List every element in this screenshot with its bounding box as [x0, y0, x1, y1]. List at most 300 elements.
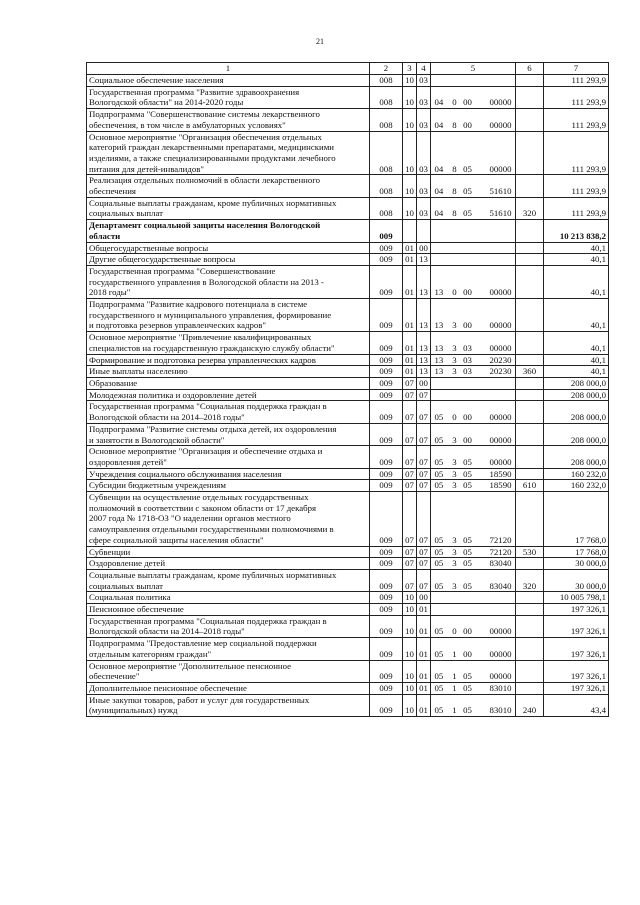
row-name [87, 604, 370, 616]
target-code-part: 05 [463, 546, 472, 557]
table-row [87, 354, 609, 366]
target-code-part: 83010 [489, 682, 512, 693]
ministry-code: 008 [370, 75, 403, 87]
target-code-part: 3 [452, 558, 457, 569]
ministry-code: 009 [370, 638, 403, 660]
amount-value: 17 768,0 [544, 492, 609, 547]
amount-value: 10 213 838,2 [544, 220, 609, 242]
row-name-line: Государственная программа "Совершенствование [89, 265, 276, 276]
expense-type-code: 320 [516, 197, 544, 219]
row-name-line: Подпрограмма "Совершенствование системы лекарственного [89, 109, 320, 120]
section-code: 10 [403, 175, 417, 197]
subsection-code: 03 [417, 86, 431, 108]
section-code: 07 [403, 377, 417, 389]
target-code-part: 00 [463, 287, 472, 298]
section-code: 01 [403, 265, 417, 298]
target-code-part: 0 [452, 626, 457, 637]
row-name [87, 242, 370, 254]
row-name-line: полномочий в соответствии с законом области от 17 декабря [89, 502, 317, 513]
ministry-code: 009 [370, 604, 403, 616]
section-code: 10 [403, 197, 417, 219]
subsection-code: 03 [417, 109, 431, 131]
ministry-code: 008 [370, 86, 403, 108]
target-article-code [431, 694, 516, 716]
ministry-code: 008 [370, 197, 403, 219]
amount-value: 197 326,1 [544, 615, 609, 637]
ministry-code: 009 [370, 377, 403, 389]
row-name-line: (муниципальных) нужд [89, 705, 178, 716]
table-row [87, 638, 609, 660]
ministry-code: 009 [370, 423, 403, 445]
ministry-code: 009 [370, 694, 403, 716]
row-name-line: 2007 года № 1718-ОЗ "О наделении органов местного [89, 513, 291, 524]
ministry-code: 009 [370, 558, 403, 570]
header-col-1: 1 [87, 63, 370, 75]
target-code-part: 00000 [489, 320, 512, 331]
row-name-line: Подпрограмма "Предоставление мер социальной поддержки [89, 638, 317, 649]
section-code: 07 [403, 480, 417, 492]
row-name-line: Департамент социальной защиты населения Вологодской [89, 220, 321, 231]
table-row [87, 131, 609, 175]
target-article-code [431, 546, 516, 558]
ministry-code: 009 [370, 354, 403, 366]
row-name-line: Субвенции на осуществление отдельных государственных [89, 492, 309, 503]
target-code-part: 05 [463, 208, 472, 219]
subsection-code: 07 [417, 480, 431, 492]
row-name [87, 389, 370, 401]
ministry-code: 009 [370, 401, 403, 423]
amount-value: 111 293,9 [544, 75, 609, 87]
table-row [87, 332, 609, 354]
amount-value: 111 293,9 [544, 131, 609, 175]
expense-type-code [516, 638, 544, 660]
row-name-line: и подготовка резервов управленческих кадров" [89, 320, 267, 331]
section-code: 01 [403, 242, 417, 254]
target-article-code [431, 423, 516, 445]
ministry-code: 009 [370, 592, 403, 604]
subsection-code: 01 [417, 638, 431, 660]
ministry-code: 009 [370, 220, 403, 242]
table-row [87, 660, 609, 682]
target-code-part: 05 [463, 558, 472, 569]
target-article-code [431, 220, 516, 242]
row-name-line: изделиями, а также специализированными продуктами лечебного [89, 152, 336, 163]
subsection-code: 03 [417, 197, 431, 219]
expense-type-code [516, 389, 544, 401]
row-name [87, 109, 370, 131]
ministry-code: 008 [370, 175, 403, 197]
target-code-part: 13 [434, 366, 444, 377]
target-article-code [431, 197, 516, 219]
amount-value: 208 000,0 [544, 377, 609, 389]
row-name-line: Иные выплаты населению [89, 366, 188, 377]
amount-value: 30 000,0 [544, 558, 609, 570]
target-article-code [431, 377, 516, 389]
subsection-code [417, 220, 431, 242]
row-name-line: Вологодской области на 2014–2018 годы" [89, 412, 245, 423]
target-code-part: 18590 [489, 480, 512, 491]
table-row [87, 366, 609, 378]
target-article-code [431, 468, 516, 480]
expense-type-code [516, 332, 544, 354]
row-name-line: обеспечение" [89, 671, 140, 682]
target-article-code [431, 242, 516, 254]
section-code: 07 [403, 423, 417, 445]
row-name [87, 299, 370, 332]
subsection-code: 07 [417, 401, 431, 423]
row-name-line: Иные закупки товаров, работ и услуг для государственных [89, 694, 310, 705]
section-code: 07 [403, 492, 417, 547]
target-code-part: 8 [452, 163, 457, 174]
target-code-part: 05 [463, 580, 472, 591]
ministry-code: 009 [370, 682, 403, 694]
subsection-code: 07 [417, 389, 431, 401]
row-name [87, 354, 370, 366]
expense-type-code [516, 377, 544, 389]
subsection-code: 13 [417, 299, 431, 332]
amount-value: 197 326,1 [544, 638, 609, 660]
section-code: 01 [403, 354, 417, 366]
target-code-part: 03 [463, 354, 472, 365]
target-code-part: 05 [434, 682, 444, 693]
section-code [403, 220, 417, 242]
target-code-part: 83010 [489, 705, 512, 716]
target-article-code [431, 254, 516, 266]
expense-type-code [516, 592, 544, 604]
row-name [87, 265, 370, 298]
subsection-code: 03 [417, 131, 431, 175]
target-article-code [431, 131, 516, 175]
subsection-code: 00 [417, 377, 431, 389]
target-code-part: 05 [463, 480, 472, 491]
target-code-part: 05 [434, 456, 444, 467]
target-code-part: 04 [434, 163, 444, 174]
row-name-line: питания для детей-инвалидов" [89, 163, 204, 174]
row-name [87, 175, 370, 197]
expense-type-code [516, 660, 544, 682]
target-code-part: 00000 [489, 671, 512, 682]
expense-type-code [516, 354, 544, 366]
expense-type-code [516, 299, 544, 332]
section-code: 01 [403, 332, 417, 354]
row-name [87, 446, 370, 468]
amount-value: 17 768,0 [544, 546, 609, 558]
target-code-part: 00000 [489, 626, 512, 637]
row-name [87, 660, 370, 682]
header-col-5: 5 [431, 63, 516, 75]
amount-value: 197 326,1 [544, 660, 609, 682]
target-code-part: 1 [452, 648, 457, 659]
subsection-code: 03 [417, 75, 431, 87]
table-row [87, 604, 609, 616]
target-code-part: 8 [452, 186, 457, 197]
row-name [87, 75, 370, 87]
amount-value: 160 232,0 [544, 480, 609, 492]
expense-type-code: 610 [516, 480, 544, 492]
row-name-line: Субсидии бюджетным учреждениям [89, 480, 226, 491]
row-name [87, 592, 370, 604]
row-name-line: Молодежная политика и оздоровление детей [89, 389, 257, 400]
page-number: 21 [316, 37, 324, 46]
section-code: 10 [403, 660, 417, 682]
subsection-code: 01 [417, 615, 431, 637]
ministry-code: 008 [370, 131, 403, 175]
row-name-line: социальных выплат [89, 208, 164, 219]
target-article-code [431, 558, 516, 570]
subsection-code: 07 [417, 558, 431, 570]
subsection-code: 13 [417, 332, 431, 354]
target-code-part: 00000 [489, 119, 512, 130]
amount-value: 40,1 [544, 366, 609, 378]
amount-value: 40,1 [544, 254, 609, 266]
expense-type-code [516, 75, 544, 87]
row-name-line: государственного управления в Вологодской области на 2013 - [89, 276, 324, 287]
row-name-line: социальных выплат [89, 580, 164, 591]
target-article-code [431, 299, 516, 332]
table-row [87, 682, 609, 694]
row-name-line: самоуправления отдельными государственными полномочиями в [89, 524, 334, 535]
row-name-line: Подпрограмма "Развитие кадрового потенциала в системе [89, 299, 308, 310]
row-name [87, 569, 370, 591]
target-article-code [431, 604, 516, 616]
table-row [87, 480, 609, 492]
target-code-part: 83040 [489, 580, 512, 591]
amount-value: 40,1 [544, 265, 609, 298]
subsection-code: 00 [417, 592, 431, 604]
subsection-code: 13 [417, 366, 431, 378]
amount-value: 197 326,1 [544, 682, 609, 694]
expense-type-code [516, 254, 544, 266]
row-name-line: обеспечения [89, 186, 136, 197]
target-code-part: 00000 [489, 648, 512, 659]
target-code-part: 18590 [489, 468, 512, 479]
row-name-line: Основное мероприятие "Дополнительное пенсионное [89, 660, 292, 671]
ministry-code: 009 [370, 366, 403, 378]
subsection-code: 07 [417, 468, 431, 480]
target-code-part: 05 [463, 705, 472, 716]
target-code-part: 0 [452, 97, 457, 108]
row-name-line: области [89, 230, 121, 241]
subsection-code: 07 [417, 423, 431, 445]
subsection-code: 07 [417, 446, 431, 468]
row-name-line: специалистов на государственную гражданскую службу области" [89, 342, 335, 353]
amount-value: 40,1 [544, 354, 609, 366]
row-name [87, 377, 370, 389]
ministry-code: 009 [370, 660, 403, 682]
amount-value: 160 232,0 [544, 468, 609, 480]
target-article-code [431, 332, 516, 354]
expense-type-code: 240 [516, 694, 544, 716]
section-code: 01 [403, 366, 417, 378]
section-code: 10 [403, 592, 417, 604]
row-name-line: Учреждения социального обслуживания населения [89, 468, 282, 479]
table-row [87, 615, 609, 637]
subsection-code: 07 [417, 492, 431, 547]
target-code-part: 3 [452, 320, 457, 331]
ministry-code: 009 [370, 480, 403, 492]
amount-value: 40,1 [544, 299, 609, 332]
ministry-code: 009 [370, 468, 403, 480]
target-code-part: 00000 [489, 342, 512, 353]
target-code-part: 3 [452, 354, 457, 365]
table-row [87, 423, 609, 445]
target-code-part: 13 [434, 287, 444, 298]
ministry-code: 009 [370, 446, 403, 468]
row-name-line: Дополнительное пенсионное обеспечение [89, 682, 247, 693]
row-name-line: Вологодской области на 2014–2018 годы" [89, 626, 245, 637]
target-code-part: 05 [463, 456, 472, 467]
target-code-part: 00000 [489, 456, 512, 467]
target-code-part: 13 [434, 320, 444, 331]
target-code-part: 05 [434, 705, 444, 716]
target-article-code [431, 682, 516, 694]
target-code-part: 05 [434, 648, 444, 659]
target-code-part: 05 [434, 558, 444, 569]
row-name-line: Основное мероприятие "Организация и обеспечение отдыха и [89, 446, 323, 457]
amount-value: 10 005 798,1 [544, 592, 609, 604]
row-name-line: Социальное обеспечение населения [89, 75, 224, 85]
target-code-part: 00 [463, 320, 472, 331]
expense-type-code [516, 446, 544, 468]
expense-type-code [516, 86, 544, 108]
row-name-line: Государственная программа "Социальная поддержка граждан в [89, 401, 327, 412]
expense-type-code [516, 131, 544, 175]
target-code-part: 8 [452, 208, 457, 219]
row-name-line: Субвенции [89, 546, 131, 557]
target-code-part: 3 [452, 546, 457, 557]
target-code-part: 72120 [489, 546, 512, 557]
target-code-part: 3 [452, 480, 457, 491]
amount-value: 111 293,9 [544, 197, 609, 219]
ministry-code: 009 [370, 254, 403, 266]
row-name-line: Оздоровление детей [89, 558, 166, 569]
row-name-line: Государственная программа "Развитие здравоохранения [89, 86, 300, 97]
row-name-line: государственного и муниципального управления, формирование [89, 309, 332, 320]
target-code-part: 05 [463, 468, 472, 479]
expense-type-code [516, 220, 544, 242]
expense-type-code [516, 558, 544, 570]
table-row [87, 299, 609, 332]
target-code-part: 05 [434, 412, 444, 423]
amount-value: 208 000,0 [544, 446, 609, 468]
target-code-part: 3 [452, 342, 457, 353]
header-col-2: 2 [370, 63, 403, 75]
row-name [87, 682, 370, 694]
target-code-part: 1 [452, 671, 457, 682]
target-code-part: 05 [463, 671, 472, 682]
header-col-3: 3 [403, 63, 417, 75]
target-code-part: 3 [452, 468, 457, 479]
table-row [87, 75, 609, 87]
row-name [87, 492, 370, 547]
header-col-6: 6 [516, 63, 544, 75]
section-code: 07 [403, 468, 417, 480]
row-name-line: Государственная программа "Социальная поддержка граждан в [89, 615, 327, 626]
section-code: 10 [403, 638, 417, 660]
target-code-part: 00 [463, 412, 472, 423]
row-name [87, 468, 370, 480]
expense-type-code [516, 682, 544, 694]
section-code: 10 [403, 694, 417, 716]
target-code-part: 3 [452, 366, 457, 377]
ministry-code: 009 [370, 332, 403, 354]
ministry-code: 009 [370, 265, 403, 298]
expense-type-code [516, 401, 544, 423]
target-article-code [431, 354, 516, 366]
table-row [87, 558, 609, 570]
expense-type-code [516, 242, 544, 254]
row-name [87, 558, 370, 570]
target-code-part: 04 [434, 119, 444, 130]
target-code-part: 20230 [489, 366, 512, 377]
target-article-code [431, 389, 516, 401]
target-article-code [431, 401, 516, 423]
target-code-part: 20230 [489, 354, 512, 365]
section-code: 10 [403, 86, 417, 108]
target-code-part: 51610 [489, 208, 512, 219]
subsection-code: 07 [417, 569, 431, 591]
target-code-part: 05 [434, 580, 444, 591]
row-name-line: Социальные выплаты гражданам, кроме публичных нормативных [89, 197, 337, 208]
section-code: 07 [403, 389, 417, 401]
row-name-line: оздоровления детей" [89, 456, 167, 467]
target-code-part: 1 [452, 705, 457, 716]
target-code-part: 0 [452, 287, 457, 298]
section-code: 01 [403, 254, 417, 266]
target-code-part: 1 [452, 682, 457, 693]
row-name [87, 220, 370, 242]
row-name-line: Общегосударственные вопросы [89, 242, 209, 253]
row-name [87, 86, 370, 108]
target-code-part: 00000 [489, 412, 512, 423]
section-code: 10 [403, 131, 417, 175]
table-row [87, 265, 609, 298]
target-code-part: 04 [434, 186, 444, 197]
target-article-code [431, 592, 516, 604]
ministry-code: 009 [370, 389, 403, 401]
target-code-part: 04 [434, 208, 444, 219]
section-code: 07 [403, 546, 417, 558]
header-col-7: 7 [544, 63, 609, 75]
table-row [87, 468, 609, 480]
amount-value: 111 293,9 [544, 86, 609, 108]
target-article-code [431, 492, 516, 547]
target-code-part: 3 [452, 534, 457, 545]
row-name [87, 694, 370, 716]
row-name-line: сфере социальной защиты населения области" [89, 534, 264, 545]
target-code-part: 00 [463, 648, 472, 659]
row-name-line: Вологодской области" на 2014-2020 годы [89, 97, 244, 108]
target-code-part: 05 [434, 468, 444, 479]
row-name-line: 2018 годы" [89, 287, 131, 298]
target-code-part: 3 [452, 456, 457, 467]
target-article-code [431, 109, 516, 131]
expense-type-code [516, 615, 544, 637]
target-code-part: 05 [434, 434, 444, 445]
target-article-code [431, 660, 516, 682]
expense-type-code [516, 423, 544, 445]
section-code: 07 [403, 558, 417, 570]
target-code-part: 04 [434, 97, 444, 108]
ministry-code: 008 [370, 109, 403, 131]
row-name-line: Пенсионное обеспечение [89, 604, 184, 615]
expense-type-code [516, 109, 544, 131]
section-code: 10 [403, 682, 417, 694]
table-row [87, 254, 609, 266]
budget-table [86, 62, 609, 717]
target-code-part: 05 [434, 534, 444, 545]
subsection-code: 01 [417, 604, 431, 616]
